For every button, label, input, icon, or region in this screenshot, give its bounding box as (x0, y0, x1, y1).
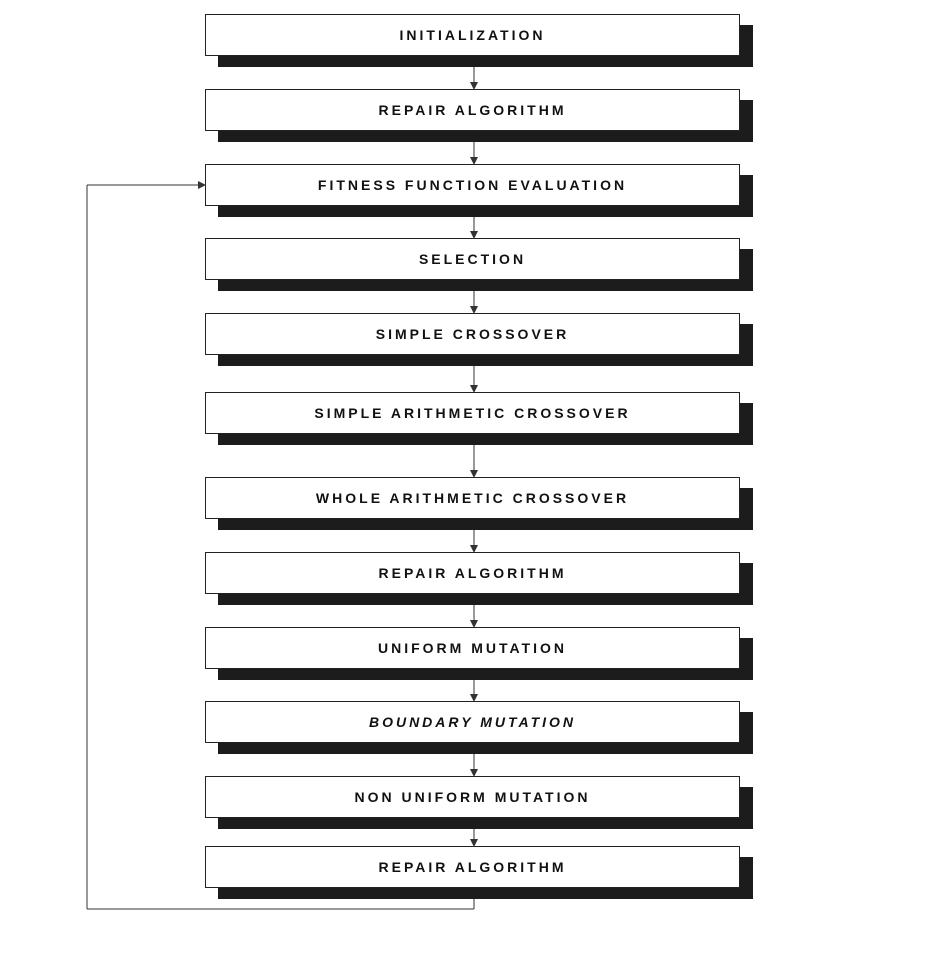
step-label: REPAIR ALGORITHM (378, 565, 567, 581)
step-box-repair-algorithm-1 (205, 89, 740, 131)
step-label: REPAIR ALGORITHM (378, 102, 567, 118)
step-label: INITIALIZATION (399, 27, 546, 43)
step-box-simple-crossover (205, 313, 740, 355)
step-label: BOUNDARY MUTATION (368, 714, 577, 730)
step-box-simple-arithmetic-crossover (205, 392, 740, 434)
step-label: NON UNIFORM MUTATION (354, 789, 591, 805)
step-box-initialization (205, 14, 740, 56)
step-box-repair-algorithm-2 (205, 552, 740, 594)
step-label: SIMPLE ARITHMETIC CROSSOVER (314, 405, 631, 421)
step-box-repair-algorithm-3 (205, 846, 740, 888)
step-box-non-uniform-mutation (205, 776, 740, 818)
step-label: WHOLE ARITHMETIC CROSSOVER (315, 490, 630, 506)
step-label: FITNESS FUNCTION EVALUATION (317, 177, 628, 193)
step-box-fitness-function-evaluation (205, 164, 740, 206)
step-label: UNIFORM MUTATION (377, 640, 567, 656)
step-box-boundary-mutation (205, 701, 740, 743)
step-box-uniform-mutation (205, 627, 740, 669)
step-box-whole-arithmetic-crossover (205, 477, 740, 519)
step-label: REPAIR ALGORITHM (378, 859, 567, 875)
step-box-selection (205, 238, 740, 280)
step-label: SELECTION (418, 251, 527, 267)
step-label: SIMPLE CROSSOVER (375, 326, 570, 342)
